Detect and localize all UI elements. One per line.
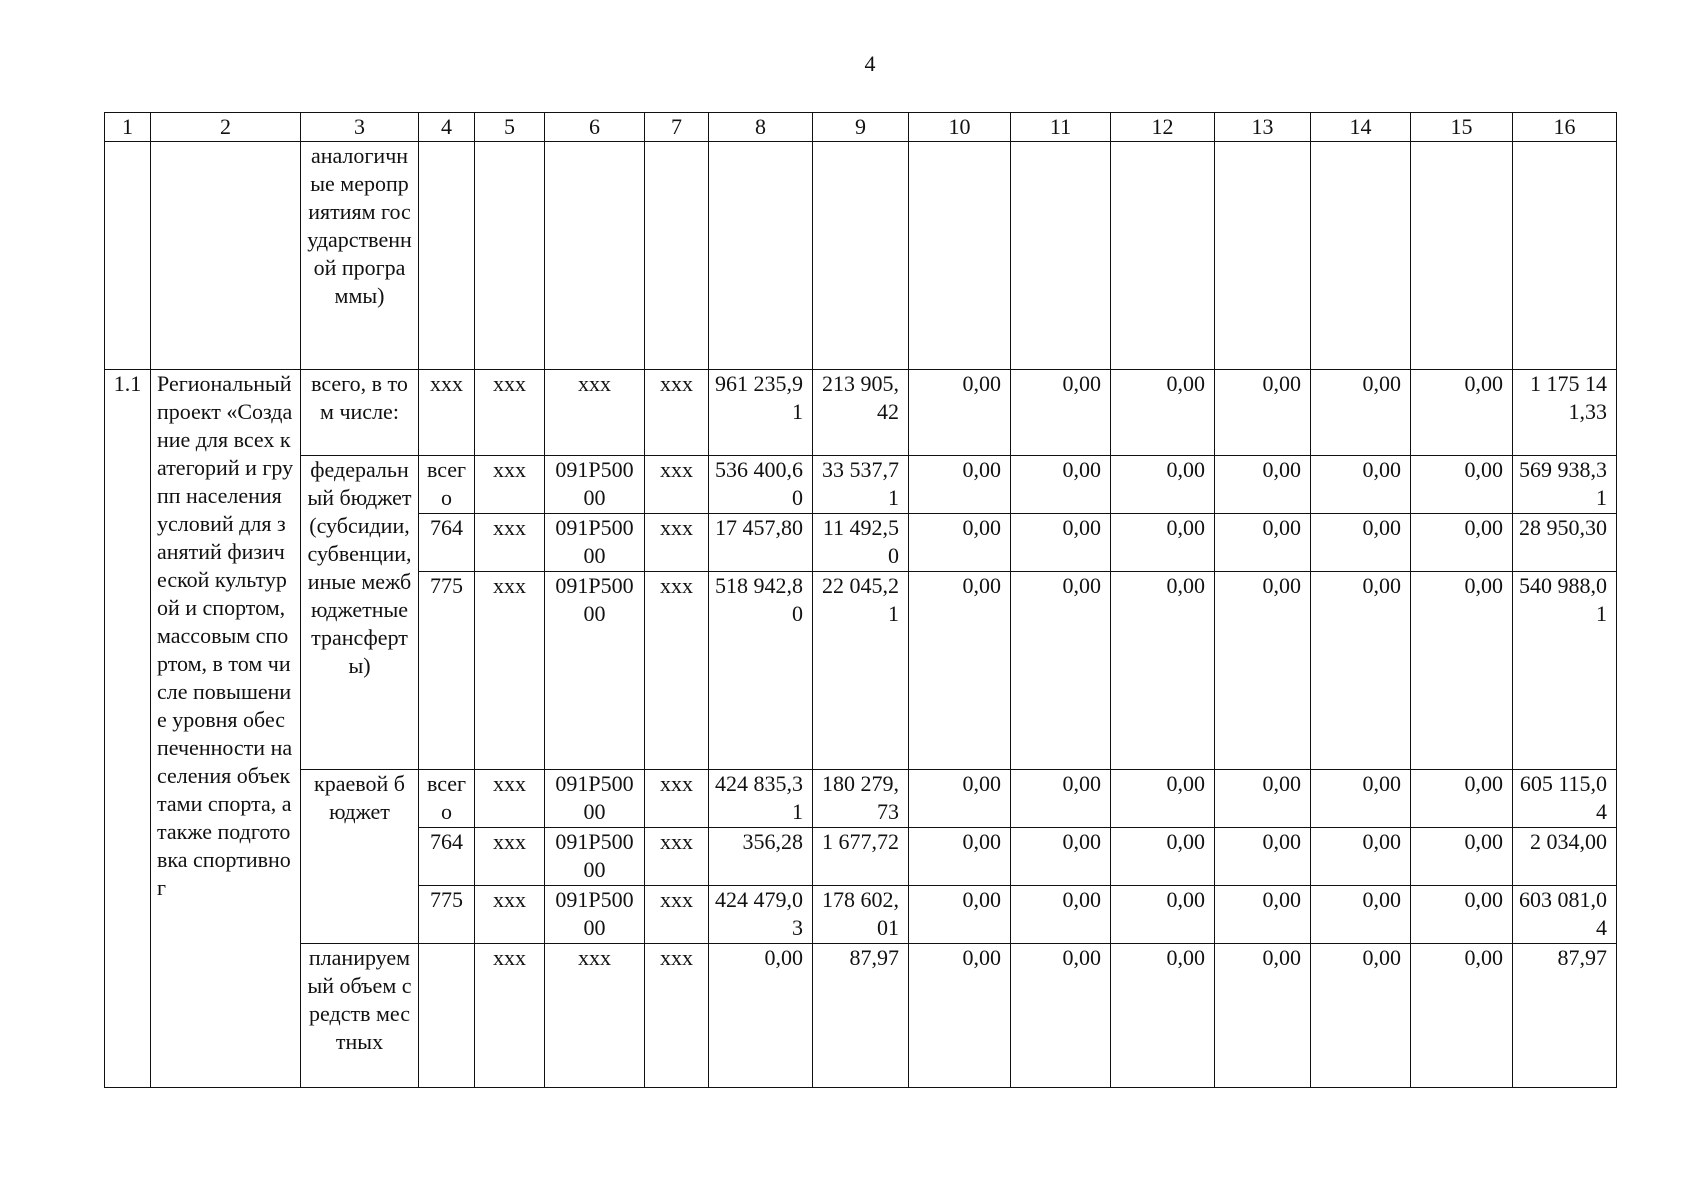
cell-empty [1111, 142, 1215, 370]
cell-c5: ххх [475, 456, 545, 514]
cell-c8: 536 400,60 [709, 456, 813, 514]
cell-c10: 0,00 [909, 572, 1011, 770]
cell-c10: 0,00 [909, 944, 1011, 1088]
cell-c5: ххх [475, 886, 545, 944]
cell-c13: 0,00 [1215, 456, 1311, 514]
funding-source: краевой бюджет [301, 770, 419, 944]
cell-empty [1215, 142, 1311, 370]
cell-c7: ххх [645, 370, 709, 456]
cell-c14: 0,00 [1311, 572, 1411, 770]
cell-c13: 0,00 [1215, 886, 1311, 944]
cell-c9: 178 602,01 [813, 886, 909, 944]
cell-c7: ххх [645, 572, 709, 770]
cell-c11: 0,00 [1011, 572, 1111, 770]
column-number: 2 [151, 113, 301, 142]
cell-c10: 0,00 [909, 886, 1011, 944]
cell-c15: 0,00 [1411, 370, 1513, 456]
cell-empty [645, 142, 709, 370]
cell-c4: всего [419, 770, 475, 828]
cell-empty [709, 142, 813, 370]
table-row [105, 456, 1617, 514]
column-number-row [105, 113, 1617, 142]
cell-c15: 0,00 [1411, 886, 1513, 944]
cell-c8: 961 235,91 [709, 370, 813, 456]
column-number: 3 [301, 113, 419, 142]
cell-c9: 11 492,50 [813, 514, 909, 572]
cell-c9: 1 677,72 [813, 828, 909, 886]
cell-c6: 091P50000 [545, 456, 645, 514]
cell-c6: 091P50000 [545, 514, 645, 572]
cell-c8: 518 942,80 [709, 572, 813, 770]
cell-c13: 0,00 [1215, 370, 1311, 456]
cell-c14: 0,00 [1311, 456, 1411, 514]
cell-c13: 0,00 [1215, 828, 1311, 886]
cell-c7: ххх [645, 828, 709, 886]
cell-c12: 0,00 [1111, 572, 1215, 770]
cell-c12: 0,00 [1111, 944, 1215, 1088]
cell-empty [1011, 142, 1111, 370]
funding-source: всего, в том числе: [301, 370, 419, 456]
cell-c14: 0,00 [1311, 370, 1411, 456]
column-number: 16 [1513, 113, 1617, 142]
cell-c6: 091P50000 [545, 572, 645, 770]
cell-c13: 0,00 [1215, 944, 1311, 1088]
cell-c15: 0,00 [1411, 456, 1513, 514]
cell-c6: ххх [545, 370, 645, 456]
cell-empty [545, 142, 645, 370]
column-number: 8 [709, 113, 813, 142]
cell-c4: 764 [419, 828, 475, 886]
cell-empty [105, 142, 151, 370]
cell-c15: 0,00 [1411, 944, 1513, 1088]
cell-c10: 0,00 [909, 370, 1011, 456]
cell-c6: ххх [545, 944, 645, 1088]
cell-c5: ххх [475, 370, 545, 456]
cell-c15: 0,00 [1411, 572, 1513, 770]
cell-c12: 0,00 [1111, 770, 1215, 828]
cell-c10: 0,00 [909, 456, 1011, 514]
cell-c11: 0,00 [1011, 514, 1111, 572]
cell-c16: 87,97 [1513, 944, 1617, 1088]
column-number: 11 [1011, 113, 1111, 142]
cell-c15: 0,00 [1411, 770, 1513, 828]
cell-c11: 0,00 [1011, 886, 1111, 944]
funding-source: федеральный бюджет (субсидии, субвенции, иные межбюджетные трансферты) [301, 456, 419, 770]
funding-source: планируемый объем средств местных [301, 944, 419, 1088]
cell-c16: 603 081,04 [1513, 886, 1617, 944]
page-number: 4 [864, 51, 876, 76]
cell-c9: 180 279,73 [813, 770, 909, 828]
cell-c8: 356,28 [709, 828, 813, 886]
column-number: 1 [105, 113, 151, 142]
cell-empty [909, 142, 1011, 370]
cell-c6: 091P50000 [545, 770, 645, 828]
table-row [105, 770, 1617, 828]
cell-c9: 87,97 [813, 944, 909, 1088]
column-number: 15 [1411, 113, 1513, 142]
cell-c8: 17 457,80 [709, 514, 813, 572]
cell-c5: ххх [475, 770, 545, 828]
cell-c4: всего [419, 456, 475, 514]
cell-c16: 28 950,30 [1513, 514, 1617, 572]
cell-c9: 33 537,71 [813, 456, 909, 514]
cell-empty [475, 142, 545, 370]
cell-c7: ххх [645, 456, 709, 514]
column-number: 5 [475, 113, 545, 142]
cell-c14: 0,00 [1311, 514, 1411, 572]
continuation-text: аналогичные мероприятиям государственной программы) [301, 142, 419, 370]
cell-c7: ххх [645, 770, 709, 828]
cell-c14: 0,00 [1311, 828, 1411, 886]
cell-c6: 091P50000 [545, 828, 645, 886]
cell-c9: 213 905,42 [813, 370, 909, 456]
column-number: 4 [419, 113, 475, 142]
cell-c12: 0,00 [1111, 456, 1215, 514]
table-row [105, 944, 1617, 1088]
column-number: 6 [545, 113, 645, 142]
cell-c13: 0,00 [1215, 572, 1311, 770]
cell-c7: ххх [645, 944, 709, 1088]
cell-c9: 22 045,21 [813, 572, 909, 770]
cell-c15: 0,00 [1411, 514, 1513, 572]
cell-c11: 0,00 [1011, 370, 1111, 456]
cell-c11: 0,00 [1011, 828, 1111, 886]
budget-table [104, 112, 1617, 1088]
cell-c8: 424 479,03 [709, 886, 813, 944]
cell-c5: ххх [475, 828, 545, 886]
cell-c8: 424 835,31 [709, 770, 813, 828]
cell-c13: 0,00 [1215, 770, 1311, 828]
cell-c16: 1 175 141,33 [1513, 370, 1617, 456]
column-number: 7 [645, 113, 709, 142]
cell-c15: 0,00 [1411, 828, 1513, 886]
cell-c10: 0,00 [909, 770, 1011, 828]
cell-empty [813, 142, 909, 370]
cell-c7: ххх [645, 514, 709, 572]
cell-c12: 0,00 [1111, 370, 1215, 456]
cell-empty [151, 142, 301, 370]
cell-c11: 0,00 [1011, 770, 1111, 828]
cell-empty [419, 142, 475, 370]
column-number: 14 [1311, 113, 1411, 142]
cell-c16: 605 115,04 [1513, 770, 1617, 828]
cell-c12: 0,00 [1111, 886, 1215, 944]
cell-c16: 569 938,31 [1513, 456, 1617, 514]
cell-c10: 0,00 [909, 514, 1011, 572]
cell-c4 [419, 944, 475, 1088]
cell-c12: 0,00 [1111, 828, 1215, 886]
cell-c4: 764 [419, 514, 475, 572]
cell-c11: 0,00 [1011, 456, 1111, 514]
cell-c11: 0,00 [1011, 944, 1111, 1088]
continuation-row [105, 142, 1617, 370]
cell-c14: 0,00 [1311, 944, 1411, 1088]
cell-c5: ххх [475, 572, 545, 770]
cell-c6: 091P50000 [545, 886, 645, 944]
cell-c13: 0,00 [1215, 514, 1311, 572]
column-number: 10 [909, 113, 1011, 142]
cell-c10: 0,00 [909, 828, 1011, 886]
cell-c12: 0,00 [1111, 514, 1215, 572]
cell-c8: 0,00 [709, 944, 813, 1088]
column-number: 12 [1111, 113, 1215, 142]
cell-empty [1513, 142, 1617, 370]
project-name: Региональный проект «Создание для всех категорий и групп населения условий для занятий физической культурой и спортом, массовым спортом, в том числе повышение уровня обеспеченности населения объектами спорта, а также подготовка спортивног [151, 370, 301, 1088]
cell-empty [1311, 142, 1411, 370]
cell-c5: ххх [475, 514, 545, 572]
cell-c4: 775 [419, 572, 475, 770]
project-number: 1.1 [105, 370, 151, 1088]
cell-c5: ххх [475, 944, 545, 1088]
cell-c4: 775 [419, 886, 475, 944]
table-row [105, 370, 1617, 456]
column-number: 13 [1215, 113, 1311, 142]
cell-c16: 540 988,01 [1513, 572, 1617, 770]
cell-c16: 2 034,00 [1513, 828, 1617, 886]
cell-c4: ххх [419, 370, 475, 456]
cell-empty [1411, 142, 1513, 370]
cell-c7: ххх [645, 886, 709, 944]
column-number: 9 [813, 113, 909, 142]
cell-c14: 0,00 [1311, 770, 1411, 828]
cell-c14: 0,00 [1311, 886, 1411, 944]
